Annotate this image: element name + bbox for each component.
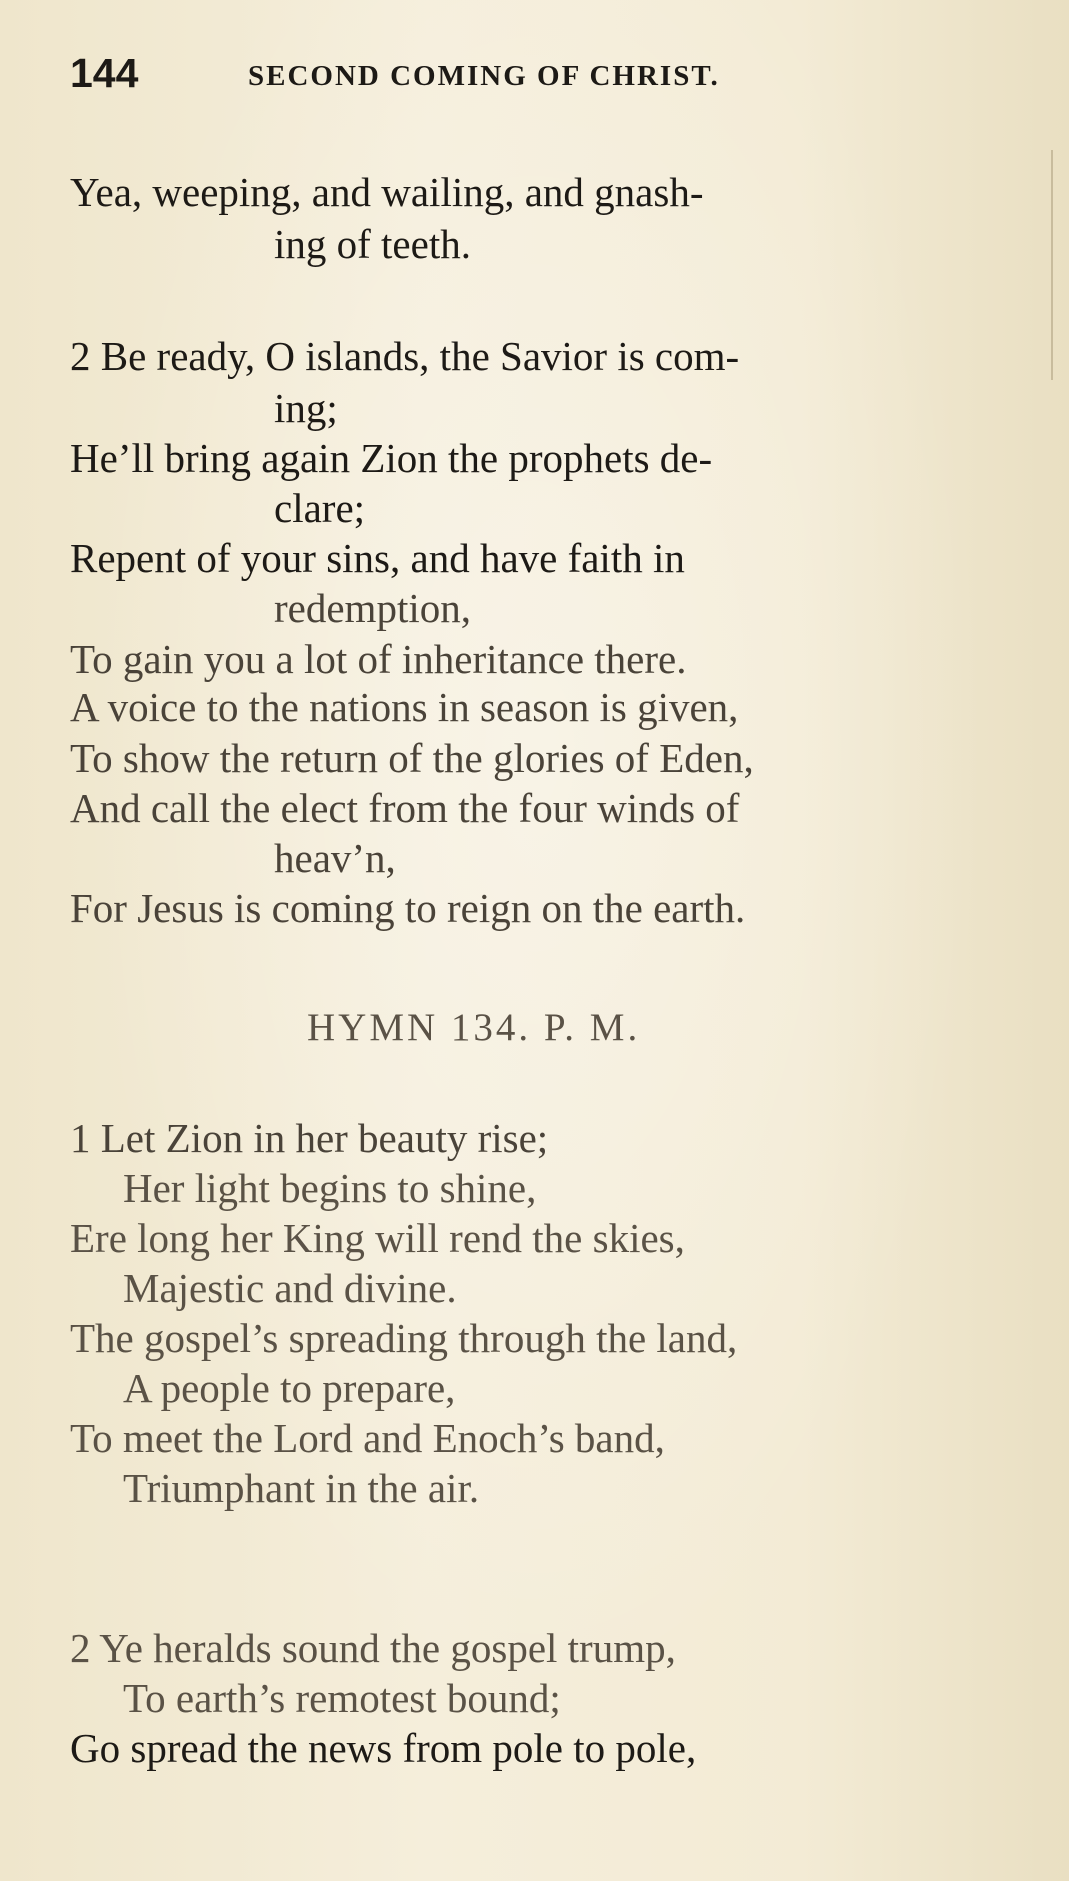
verse-line: To meet the Lord and Enoch’s band, <box>70 1415 665 1461</box>
page-edge <box>1051 150 1069 380</box>
verse-line: A people to prepare, <box>123 1365 456 1411</box>
page-number: 144 <box>70 50 139 96</box>
verse-line: To earth’s remotest bound; <box>123 1675 561 1721</box>
text-line: ing of teeth. <box>274 221 471 267</box>
text-line: To show the return of the glories of Eden, <box>70 735 754 781</box>
verse-line: Ere long her King will rend the skies, <box>70 1215 685 1261</box>
verse-line: Her light begins to shine, <box>123 1165 537 1211</box>
text-line: ing; <box>274 385 338 431</box>
text-line: Repent of your sins, and have faith in <box>70 535 685 581</box>
text-line: 2 Be ready, O islands, the Savior is com- <box>70 333 740 379</box>
hymn-title: HYMN 134. P. M. <box>307 1006 641 1049</box>
text-line: heav’n, <box>274 835 396 881</box>
text-line: clare; <box>274 485 366 531</box>
verse-line: The gospel’s spreading through the land, <box>70 1315 738 1361</box>
verse-line: Go spread the news from pole to pole, <box>70 1725 697 1771</box>
text-line: For Jesus is coming to reign on the earth. <box>70 885 746 931</box>
running-title: SECOND COMING OF CHRIST. <box>248 60 720 92</box>
text-line: A voice to the nations in season is given, <box>70 684 739 730</box>
text-line: He’ll bring again Zion the prophets de- <box>70 435 713 481</box>
verse-line: 2 Ye heralds sound the gospel trump, <box>70 1625 676 1671</box>
page-header <box>70 50 1029 110</box>
text-line: And call the elect from the four winds of <box>70 785 740 831</box>
verse-line: 1 Let Zion in her beauty rise; <box>70 1115 549 1161</box>
text-line: redemption, <box>274 585 471 631</box>
verse-line: Majestic and divine. <box>123 1265 457 1311</box>
text-line: To gain you a lot of inheritance there. <box>70 636 687 682</box>
text-line: Yea, weeping, and wailing, and gnash- <box>70 169 704 215</box>
verse-line: Triumphant in the air. <box>123 1465 480 1511</box>
